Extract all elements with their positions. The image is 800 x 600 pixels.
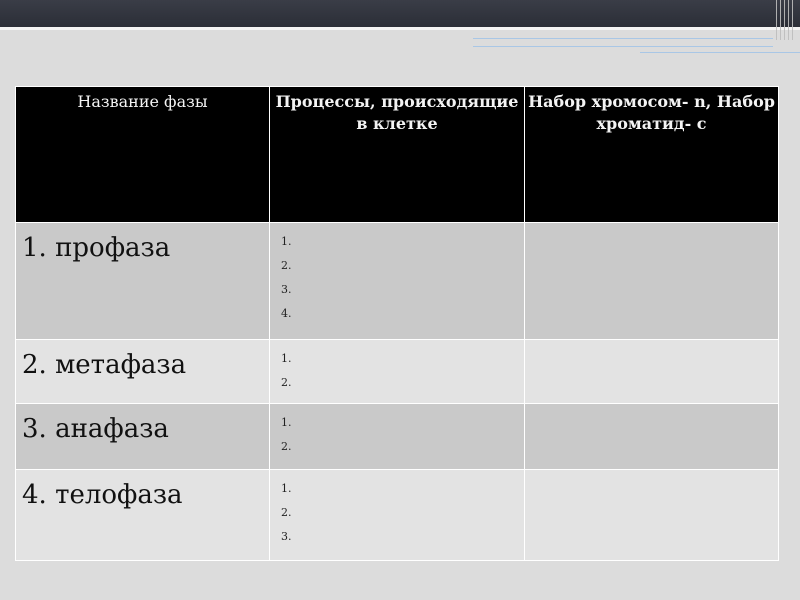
header-processes: Процессы, происходящие в клетке [270,87,525,223]
steps-list [271,341,523,395]
list-item: 2. [281,259,292,272]
list-item: 3. [281,530,292,543]
table-row [16,223,779,340]
decorative-edge-lines [776,0,796,40]
table-row [16,470,779,561]
chromosome-set-cell[interactable] [525,223,779,340]
header-chromosome-set: Набор хромосом- n, Набор хроматид- с [525,87,779,223]
chromosome-set-cell[interactable] [525,340,779,404]
list-item: 3. [281,283,292,296]
processes-cell[interactable] [270,404,525,470]
steps-list [271,471,523,549]
title-bar-divider [0,27,800,30]
processes-cell[interactable] [270,223,525,340]
phase-name-cell: 3. анафаза [16,404,270,470]
processes-cell[interactable] [270,340,525,404]
title-bar [0,0,800,27]
table-row [16,340,779,404]
table-row [16,404,779,470]
decorative-stripe [473,46,773,47]
list-item: 1. [281,482,292,495]
steps-list [271,405,523,459]
table-header-row [16,87,779,223]
phase-name-cell: 4. телофаза [16,470,270,561]
mitosis-phases-table [15,86,779,561]
chromosome-set-cell[interactable] [525,470,779,561]
decorative-stripe [473,38,773,39]
header-phase-name: Название фазы [16,87,270,223]
list-item: 1. [281,416,292,429]
steps-list [271,224,523,326]
list-item: 1. [281,352,292,365]
phase-name-cell: 2. метафаза [16,340,270,404]
list-item: 2. [281,440,292,453]
list-item: 2. [281,376,292,389]
list-item: 4. [281,307,292,320]
chromosome-set-cell[interactable] [525,404,779,470]
phase-name-cell: 1. профаза [16,223,270,340]
processes-cell[interactable] [270,470,525,561]
list-item: 1. [281,235,292,248]
list-item: 2. [281,506,292,519]
decorative-stripe [640,52,800,53]
